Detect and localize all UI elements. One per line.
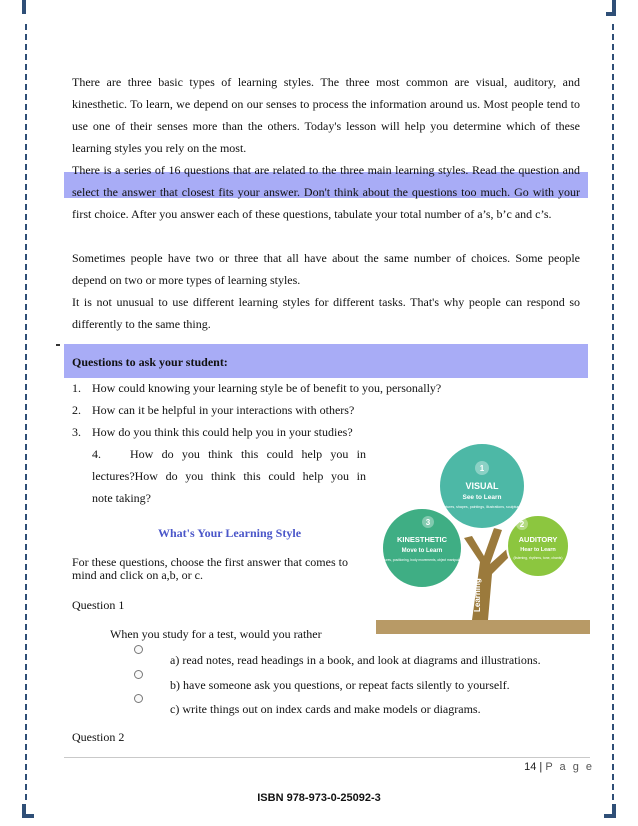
list-text-line: note taking? [92,491,151,505]
visual-number: 1 [479,464,485,473]
tree-trunk [464,528,512,620]
list-number: 2. [72,403,81,417]
quiz-instructions: For these questions, choose the first answer that comes to mind and click on a,b, or c. [72,555,348,582]
list-item [72,377,522,399]
trunk-label: Learning [473,578,482,612]
page-number-value: 14 [524,761,537,773]
radio-button-b[interactable] [134,670,143,679]
list-text: How do you think this could help you in your studies? [92,425,353,439]
list-text: How can it be helpful in your interactions with others? [92,403,355,417]
page-number-separator: | [539,761,543,773]
list-number: 1. [72,381,81,395]
auditory-title: AUDITORY [518,535,558,544]
list-text-line: How do you think this could help you in [130,447,366,461]
list-number: 4. [92,447,101,461]
question-2-label: Question 2 [72,730,125,744]
frame-left-border [25,24,27,800]
questions-heading: Questions to ask your student: [72,355,228,369]
list-item [72,399,522,421]
paragraph-different-tasks: It is not unusual to use different learning styles for different tasks. That's why people can respond so differently to the same thing. [72,295,580,331]
visual-title: VISUAL [465,481,499,491]
ground-strip [376,620,590,634]
paragraph-instructions: There is a series of 16 questions that are related to the three main learning styles. Read the question and select the answer that closest fits your answer. Don't think about the questions too much. Go with your first choice. After you answer each of these questions, tabulate your total number of a’s, b’c and c’s. [72,163,580,221]
isbn-footer: ISBN 978-973-0-25092-3 [257,792,381,804]
option-c[interactable] [134,699,574,721]
list-item [72,421,522,443]
frame-right-border [612,24,614,800]
section-title: What's Your Learning Style [158,526,302,540]
kinesthetic-number: 3 [425,518,431,527]
kinesthetic-subtitle: Move to Learn [401,548,443,554]
footer-rule [64,757,590,758]
kinesthetic-detail: (gestures, positioning, body movements, object manipulation) [377,558,467,562]
page-word: P a g e [545,761,594,773]
auditory-number: 2 [519,520,525,529]
page-number [524,761,594,773]
visual-subtitle: See to Learn [462,494,502,501]
list-number: 3. [72,425,81,439]
radio-button-c[interactable] [134,694,143,703]
list-text-line: lectures?How do you think this could help you in [92,469,366,483]
frame-corner-top-right-bar [606,12,616,16]
dash-mark [56,344,60,346]
option-c-label: c) write things out on index cards and make models or diagrams. [170,702,481,716]
radio-button-a[interactable] [134,645,143,654]
frame-corner-bottom-left-bar [22,814,34,818]
visual-detail: (pictures, shapes, paintings, illustrations, sculptures) [440,505,524,509]
list-item-question-4 [92,443,366,509]
list-text: How could knowing your learning style be of benefit to you, personally? [92,381,442,395]
auditory-subtitle: Hear to Learn [520,547,556,553]
option-b-label: b) have someone ask you questions, or repeat facts silently to yourself. [170,678,510,692]
paragraph-multiple-styles: Sometimes people have two or three that all have about the same number of choices. Some people depend on two or more types of learning styles. [72,251,580,287]
kinesthetic-title: KINESTHETIC [396,535,448,544]
frame-corner-bottom-right-bar [604,814,616,818]
option-a[interactable] [134,650,574,672]
auditory-detail: (listening, rhythms, tone, chants) [513,556,563,560]
question-1-text: When you study for a test, would you rather [110,627,322,641]
frame-corner-top-left [22,0,40,14]
option-a-label: a) read notes, read headings in a book, and look at diagrams and illustrations. [170,653,541,667]
question-1-label: Question 1 [72,598,125,612]
learning-styles-tree-graphic [376,442,590,634]
option-b[interactable] [134,675,574,697]
questions-list [72,377,522,443]
paragraph-learning-styles: There are three basic types of learning styles. The three most common are visual, auditory, and kinesthetic. To learn, we depend on our senses to process the information around us. Most people tend to use one of their senses more than the others. Today's lesson will help you determine which of these learning styles you rely on the most. [72,75,580,155]
